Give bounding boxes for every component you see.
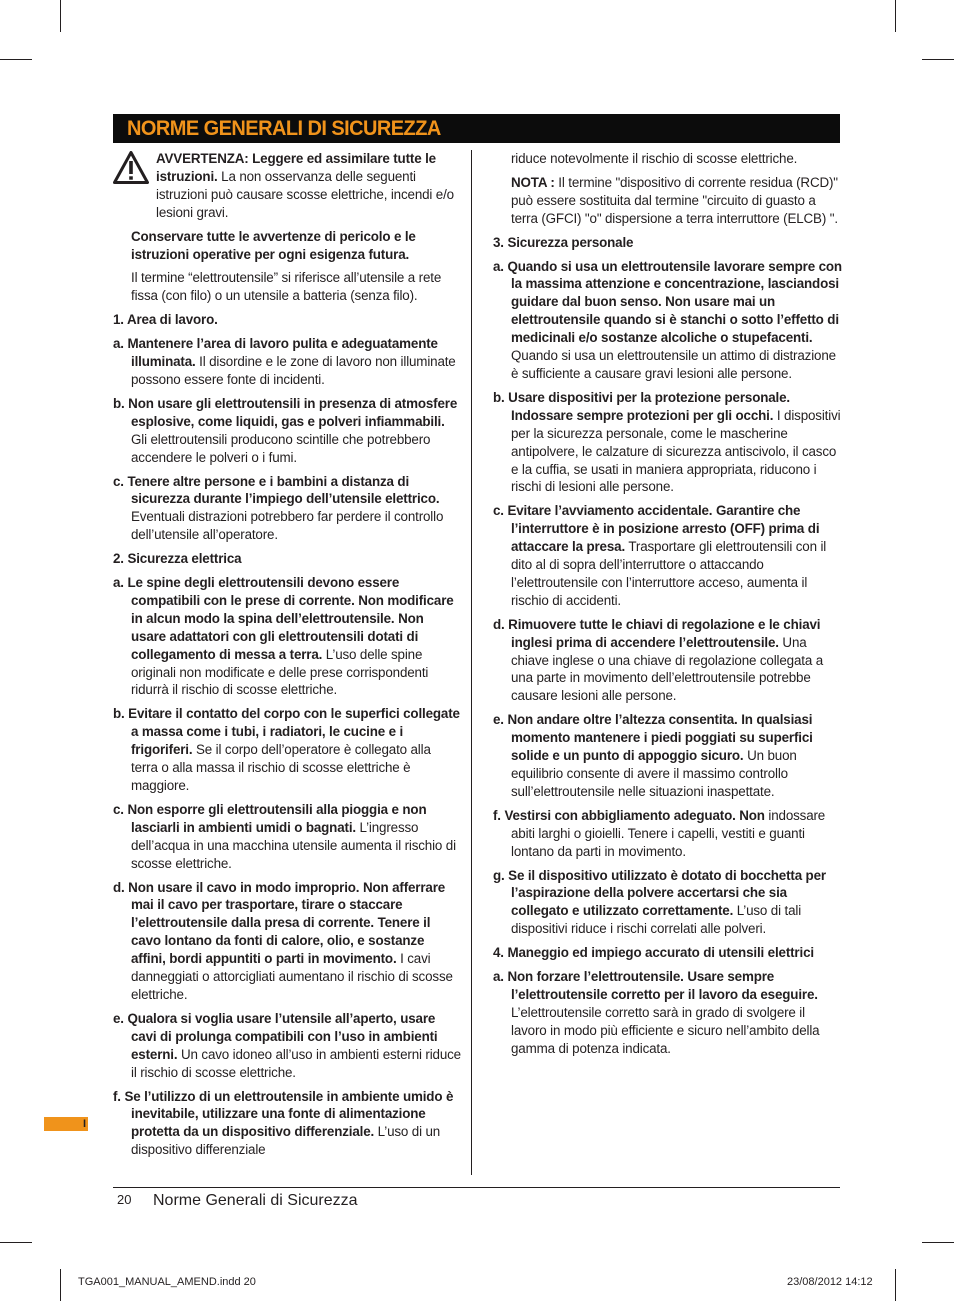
crop-mark [895, 0, 896, 32]
list-item: a. Le spine degli elettroutensili devono essere compatibili con le prese di corrente. Non modificare in alcun modo la spina dell’elettroutensile. Non usare adattatori con gli elettroutensili dotati di collegamento di messa a terra. L’uso delle spine originali non modificate e delle prese corrispondenti ridurrà il rischio di scosse elettriche. [113, 575, 454, 698]
warning-heading: AVVERTENZA: Leggere ed assimilare tutte le istruzioni. [156, 151, 436, 184]
warning-paragraph [113, 150, 461, 222]
section-heading: 4. Maneggio ed impiego accurato di utensili elettrici [493, 945, 814, 961]
section-heading: 3. Sicurezza personale [493, 234, 634, 250]
list-item: f. Vestirsi con abbigliamento adeguato. Non indossare abiti larghi o gioielli. Tenere i capelli, vestiti e guanti lontano da parti in movimento. [493, 807, 826, 859]
list-item: g. Se il dispositivo utilizzato è dotato di bocchetta per l’aspirazione della polvere accertarsi che sia collegato e utilizzato correttamente. L’uso di tali dispositivi riduce i rischi correlati alle polveri. [493, 867, 826, 937]
column-divider [471, 150, 472, 1175]
warning-block [113, 150, 461, 222]
list-item: c. Tenere altre persone e i bambini a distanza di sicurezza durante l’impiego dell’utensile elettrico. Eventuali distrazioni potrebbero far perdere il controllo dell’utensile all’operatore. [113, 473, 444, 543]
list-item: b. Evitare il contatto del corpo con le superfici collegate a massa come i tubi, i radiatori, le cucine e i frigoriferi. Se il corpo dell’operatore è collegato alla terra o alla massa il rischio di scosse elettriche è maggiore. [113, 706, 460, 793]
list-item: c. Evitare l’avviamento accidentale. Garantire che l’interruttore è in posizione arresto (OFF) prima di attaccare la presa. Trasportare gli elettroutensili con il dito al di sopra dell’interruttore o attaccando l’elettroutensile con l’interruttore acceso, aumenta il rischio di accidenti. [493, 503, 827, 608]
list-item: b. Non usare gli elettroutensili in presenza di atmosfere esplosive, come liquidi, gas e polveri infiammabili. Gli elettroutensili producono scintille che potrebbero accendere le polveri o i fumi. [113, 395, 458, 465]
footer-rule [113, 1187, 840, 1188]
language-tab-label: I [82, 1118, 86, 1130]
language-tab [44, 1117, 88, 1131]
crop-mark [0, 1242, 32, 1243]
continued-text: riduce notevolmente il rischio di scosse elettriche. [511, 151, 798, 166]
term-note: Il termine “elettroutensile” si riferisce all’utensile a rete fissa (con filo) o un utensile a batteria (senza filo). [131, 270, 442, 304]
left-column [113, 150, 461, 1165]
warning-triangle-icon [113, 151, 149, 184]
section-heading: 1. Area di lavoro. [113, 312, 218, 328]
list-item: c. Non esporre gli elettroutensili alla pioggia e non lasciarli in ambienti umidi o bagnati. L’ingresso dell’acqua in una macchina utensile aumenta il rischio di scosse elettriche. [113, 801, 456, 871]
section-heading: 2. Sicurezza elettrica [113, 551, 242, 567]
footer-title: Norme Generali di Sicurezza [153, 1192, 358, 1209]
keep-instructions: Conservare tutte le avvertenze di pericolo e le istruzioni operative per ogni esigenza futura. [131, 228, 416, 262]
list-item: f. Se l’utilizzo di un elettroutensile in ambiente umido è inevitabile, utilizzare una fonte di alimentazione protetta da un dispositivo differenziale. L’uso di un dispositivo differenziale [113, 1088, 454, 1158]
crop-mark [60, 1269, 61, 1301]
list-item: a. Mantenere l’area di lavoro pulita e adeguatamente illuminata. Il disordine e le zone di lavoro non illuminate possono essere fonte di incidenti. [113, 336, 456, 387]
page-number: 20 [117, 1192, 132, 1207]
list-item: e. Non andare oltre l’altezza consentita. In qualsiasi momento mantenere i piedi poggiati su superfici solide e un punto di appoggio sicuro. Un buon equilibrio consente di avere il massimo controllo sull’elettroutensile nelle situazioni inaspettate. [493, 712, 813, 799]
crop-mark [0, 59, 32, 60]
note-paragraph: NOTA : Il termine "dispositivo di corrente residua (RCD)" può essere sostituita dal termine "circuito di guasto a terra (GFCI) "o" dispersione a terra interruttore (ELCB) ". [511, 174, 838, 226]
list-item: b. Usare dispositivi per la protezione personale. Indossare sempre protezioni per gli occhi. I dispositivi per la sicurezza personale, come le mascherine antipolvere, le calzature di sicurezza antiscivolo, il casco e la cuffia, se usati in maniera appropriata, riducono i rischi di lesioni alle persone. [493, 389, 841, 495]
list-item: a. Quando si usa un elettroutensile lavorare sempre con la massima attenzione e concentrazione, lasciandosi guidare dal buon senso. Non usare mai un elettroutensile quando si è stanchi o sotto l’effetto di medicinali e/o sostanze alcoliche o stupefacenti. Quando si usa un elettroutensile un attimo di distrazione è sufficiente a causare gravi lesioni alle persone. [493, 258, 842, 381]
crop-mark [60, 0, 61, 32]
title-banner [113, 114, 840, 143]
warning-text: La non osservanza delle seguenti istruzioni può causare scosse elettriche, incendi e/o lesioni gravi. [156, 168, 454, 220]
list-item: a. Non forzare l’elettroutensile. Usare sempre l’elettroutensile corretto per il lavoro da eseguire. L’elettroutensile corretto sarà in grado di svolgere il lavoro in modo più efficiente e sicuro nell’ambito della gamma di potenza indicata. [493, 969, 820, 1056]
list-item: d. Non usare il cavo in modo improprio. Non afferrare mai il cavo per trasportare, tirare o staccare l’elettroutensile dalla presa di corrente. Tenere il cavo lontano da fonti di calore, olio, e sostanze affini, bordi appuntiti o parti in movimento. I cavi danneggiati o attorcigliati aumentano il rischio di scosse elettriche. [113, 879, 453, 1002]
crop-mark [922, 59, 954, 60]
list-item: e. Qualora si voglia usare l’utensile all’aperto, usare cavi di prolunga compatibili con l’uso in ambienti esterni. Un cavo idoneo all’uso in ambienti esterni riduce il rischio di scosse elettriche. [113, 1010, 461, 1080]
crop-mark [895, 1269, 896, 1301]
list-item: d. Rimuovere tutte le chiavi di regolazione e le chiavi inglesi prima di accendere l’elettroutensile. Una chiave inglese o una chiave di regolazione collegata a una parte in movimento dell’elettroutensile potrebbe causare lesioni alle persone. [493, 616, 824, 704]
right-column [493, 150, 843, 1064]
print-slug-file: TGA001_MANUAL_AMEND.indd 20 [78, 1276, 256, 1288]
crop-mark [922, 1242, 954, 1243]
print-slug-date: 23/08/2012 14:12 [787, 1276, 873, 1288]
page-title: NORME GENERALI DI SICUREZZA [127, 116, 441, 140]
